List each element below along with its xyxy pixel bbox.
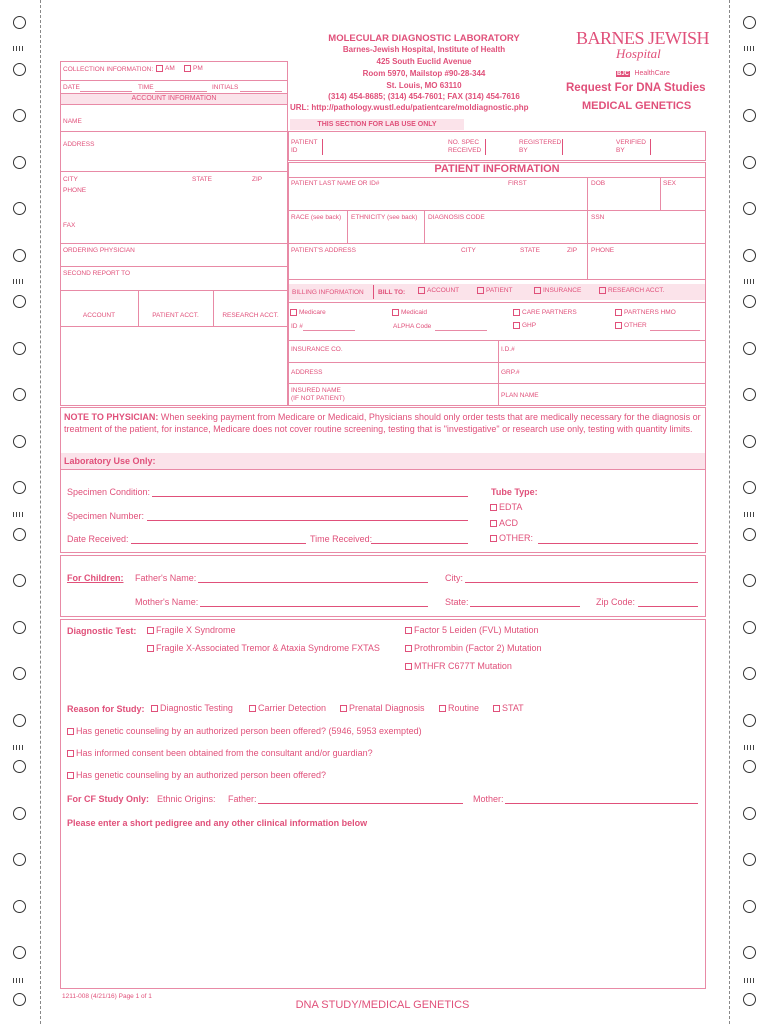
time-received-label: Time Received: bbox=[310, 534, 373, 544]
father-name-field[interactable] bbox=[198, 582, 428, 583]
note-text bbox=[64, 411, 704, 435]
account-box bbox=[60, 61, 288, 406]
cf-mother-field[interactable] bbox=[505, 803, 698, 804]
child-zip-field[interactable] bbox=[638, 606, 698, 607]
other-field[interactable] bbox=[650, 330, 700, 331]
time-label: TIME bbox=[138, 84, 154, 91]
id-number-label: ID # bbox=[291, 323, 303, 330]
patient-first-label: FIRST bbox=[508, 180, 527, 187]
prothrombin-checkbox[interactable] bbox=[405, 645, 412, 652]
cf-father-field[interactable] bbox=[258, 803, 463, 804]
date-label: DATE bbox=[63, 84, 80, 91]
account-state-label: STATE bbox=[192, 176, 212, 183]
account-city-label: CITY bbox=[63, 176, 78, 183]
ethnic-origins-label: Ethnic Origins: bbox=[157, 794, 216, 804]
mthfr-checkbox[interactable] bbox=[405, 663, 412, 670]
acd-option[interactable]: ACD bbox=[490, 518, 518, 528]
lab-use-only-bar bbox=[61, 453, 705, 469]
account-name-label: NAME bbox=[63, 118, 82, 125]
patient-address-label: PATIENT'S ADDRESS bbox=[291, 247, 356, 254]
cf-mother-label: Mother: bbox=[473, 794, 504, 804]
logo-health: HealthCare bbox=[634, 70, 670, 77]
verified-by-label: VERIFIED BY bbox=[616, 139, 646, 154]
routine-option[interactable]: Routine bbox=[439, 703, 479, 713]
medicaid-option[interactable]: Medicaid bbox=[392, 309, 427, 316]
time-received-field[interactable] bbox=[371, 543, 468, 544]
id-number-field[interactable] bbox=[303, 330, 355, 331]
medicare-option[interactable]: Medicare bbox=[290, 309, 326, 316]
stat-option[interactable]: STAT bbox=[493, 703, 524, 713]
account-zip-label: ZIP bbox=[252, 176, 263, 183]
edta-option[interactable]: EDTA bbox=[490, 502, 522, 512]
grp-label: GRP.# bbox=[501, 369, 520, 376]
patient-info-header: PATIENT INFORMATION bbox=[434, 163, 560, 175]
patient-id-label: PATIENT ID bbox=[291, 139, 318, 154]
logo-main: BARNES JEWISH bbox=[576, 28, 710, 48]
date-received-label: Date Received: bbox=[67, 534, 129, 544]
city-address: St. Louis, MO 63110 bbox=[386, 81, 462, 90]
counseling-q1[interactable]: Has genetic counseling by an authorized person been offered? (5946, 5953 exempted) bbox=[67, 726, 422, 736]
other-option[interactable]: OTHER bbox=[615, 322, 647, 329]
date-field[interactable] bbox=[80, 91, 132, 92]
request-title: Request For DNA Studies bbox=[566, 82, 706, 94]
department-title: MEDICAL GENETICS bbox=[582, 100, 692, 112]
mother-name-label: Mother's Name: bbox=[135, 597, 199, 607]
prenatal-checkbox[interactable] bbox=[340, 705, 347, 712]
mthfr-option[interactable]: MTHFR C677T Mutation bbox=[405, 661, 512, 671]
mother-name-field[interactable] bbox=[200, 606, 428, 607]
fxtas-option[interactable]: Fragile X-Associated Tremor & Ataxia Syndrome FXTAS bbox=[147, 643, 380, 653]
partners-hmo-option[interactable]: PARTNERS HMO bbox=[615, 309, 676, 316]
diagnostic-testing-checkbox[interactable] bbox=[151, 705, 158, 712]
consent-q2-checkbox[interactable] bbox=[67, 750, 74, 757]
fragile-x-option[interactable]: Fragile X Syndrome bbox=[147, 625, 236, 635]
ghp-option[interactable]: GHP bbox=[513, 322, 536, 329]
edta-checkbox[interactable] bbox=[490, 504, 497, 511]
child-state-field[interactable] bbox=[470, 606, 580, 607]
account-info-header: ACCOUNT INFORMATION bbox=[61, 94, 287, 104]
medicare-checkbox[interactable] bbox=[290, 309, 297, 316]
other-checkbox[interactable] bbox=[615, 322, 622, 329]
insured-name-label: INSURED NAME (IF NOT PATIENT) bbox=[291, 387, 345, 402]
lab-use-only-title: Laboratory Use Only: bbox=[64, 456, 156, 466]
time-field[interactable] bbox=[155, 91, 207, 92]
pm-option[interactable]: PM bbox=[184, 65, 203, 72]
patient-last-name-label: PATIENT LAST NAME OR ID# bbox=[291, 180, 380, 187]
cf-father-label: Father: bbox=[228, 794, 257, 804]
diagnostic-testing-option[interactable]: Diagnostic Testing bbox=[151, 703, 233, 713]
footer-title: DNA STUDY/MEDICAL GENETICS bbox=[295, 999, 470, 1011]
child-city-label: City: bbox=[445, 573, 463, 583]
account-phone-label: PHONE bbox=[63, 187, 87, 194]
stat-checkbox[interactable] bbox=[493, 705, 500, 712]
bill-patient-option[interactable]: PATIENT bbox=[477, 287, 512, 294]
account-address-label: ADDRESS bbox=[63, 141, 95, 148]
tube-type-label: Tube Type: bbox=[491, 487, 538, 497]
specimen-number-field[interactable] bbox=[147, 520, 468, 521]
patient-sex-label: SEX bbox=[663, 180, 677, 187]
child-state-label: State: bbox=[445, 597, 469, 607]
patient-city-label: CITY bbox=[461, 247, 476, 254]
logo-sub: Hospital bbox=[616, 46, 661, 61]
care-partners-checkbox[interactable] bbox=[513, 309, 520, 316]
note-body: When seeking payment from Medicare or Medicaid, Physicians should only order tests that are medically necessary for the diagnosis or treatment of the patient, for instance, Medicare does not cover routine screening, testing that is "investigative" or research use only, testing with quantity limits. bbox=[64, 412, 701, 434]
patient-dob-label: DOB bbox=[591, 180, 606, 187]
note-label: NOTE TO PHYSICIAN: bbox=[64, 412, 159, 422]
cf-study-label: For CF Study Only: bbox=[67, 794, 149, 804]
tube-other-field[interactable] bbox=[538, 543, 698, 544]
ethnicity-label: ETHNICITY (see back) bbox=[351, 214, 418, 221]
carrier-detection-checkbox[interactable] bbox=[249, 705, 256, 712]
ghp-checkbox[interactable] bbox=[513, 322, 520, 329]
bill-to-label: BILL TO: bbox=[378, 289, 406, 296]
tube-other-checkbox[interactable] bbox=[490, 535, 497, 542]
hospital-name: Barnes-Jewish Hospital, Institute of Health bbox=[342, 45, 506, 54]
alpha-code-field[interactable] bbox=[435, 330, 487, 331]
acd-checkbox[interactable] bbox=[490, 520, 497, 527]
patient-zip-label: ZIP bbox=[567, 247, 578, 254]
bill-patient-checkbox[interactable] bbox=[477, 287, 484, 294]
specimen-number-label: Specimen Number: bbox=[67, 511, 145, 521]
pedigree-instruction: Please enter a short pedigree and any other clinical information below bbox=[67, 818, 368, 828]
care-partners-option[interactable]: CARE PARTNERS bbox=[513, 309, 577, 316]
initials-field[interactable] bbox=[240, 91, 282, 92]
col-patient-acct: PATIENT ACCT. bbox=[152, 312, 199, 319]
street-address: 425 South Euclid Avenue bbox=[376, 57, 472, 66]
bill-insurance-checkbox[interactable] bbox=[534, 287, 541, 294]
ssn-label: SSN bbox=[591, 214, 605, 221]
hospital-logo bbox=[576, 28, 710, 78]
am-checkbox[interactable] bbox=[156, 65, 163, 72]
child-city-field[interactable] bbox=[465, 582, 698, 583]
am-option[interactable]: AM bbox=[156, 65, 175, 72]
bill-account-checkbox[interactable] bbox=[418, 287, 425, 294]
prothrombin-option[interactable]: Prothrombin (Factor 2) Mutation bbox=[405, 643, 542, 653]
account-fax-label: FAX bbox=[63, 222, 76, 229]
form-code: 1211-008 (4/21/16) Page 1 of 1 bbox=[62, 993, 152, 1000]
fragile-x-checkbox[interactable] bbox=[147, 627, 154, 634]
patient-phone-label: PHONE bbox=[591, 247, 615, 254]
registered-by-label: REGISTERED BY bbox=[519, 139, 562, 154]
left-perforation bbox=[40, 0, 41, 1024]
bill-research-checkbox[interactable] bbox=[599, 287, 606, 294]
reason-label: Reason for Study: bbox=[67, 704, 145, 714]
fxtas-checkbox[interactable] bbox=[147, 645, 154, 652]
bill-account-option[interactable]: ACCOUNT bbox=[418, 287, 459, 294]
alpha-code-label: ALPHA Code bbox=[393, 323, 432, 330]
bill-research-option[interactable]: RESEARCH ACCT. bbox=[599, 287, 664, 294]
counseling-q3[interactable]: Has genetic counseling by an authorized person been offered? bbox=[67, 770, 326, 780]
child-zip-label: Zip Code: bbox=[596, 597, 636, 607]
initials-label: INITIALS bbox=[212, 84, 239, 91]
routine-checkbox[interactable] bbox=[439, 705, 446, 712]
room-address: Room 5970, Mailstop #90-28-344 bbox=[362, 69, 486, 78]
pm-checkbox[interactable] bbox=[184, 65, 191, 72]
race-label: RACE (see back) bbox=[291, 214, 342, 221]
father-name-label: Father's Name: bbox=[135, 573, 197, 583]
counseling-q3-checkbox[interactable] bbox=[67, 772, 74, 779]
date-received-field[interactable] bbox=[131, 543, 306, 544]
lab-use-header: THIS SECTION FOR LAB USE ONLY bbox=[290, 119, 464, 130]
billing-info-label: BILLING INFORMATION bbox=[292, 289, 364, 296]
partners-hmo-checkbox[interactable] bbox=[615, 309, 622, 316]
bill-insurance-option[interactable]: INSURANCE bbox=[534, 287, 581, 294]
pedigree-area[interactable] bbox=[62, 832, 704, 986]
spec-received-label: NO. SPEC RECEIVED bbox=[448, 139, 482, 154]
second-report-label: SECOND REPORT TO bbox=[63, 270, 131, 277]
ins-address-label: ADDRESS bbox=[291, 369, 323, 376]
prenatal-option[interactable]: Prenatal Diagnosis bbox=[340, 703, 425, 713]
phone-numbers: (314) 454-8685; (314) 454-7601; FAX (314) 454-7616 bbox=[328, 92, 520, 101]
plan-name-label: PLAN NAME bbox=[501, 392, 539, 399]
children-box bbox=[60, 555, 706, 617]
logo-badge: BJC bbox=[617, 71, 630, 77]
factor5-option[interactable]: Factor 5 Leiden (FVL) Mutation bbox=[405, 625, 539, 635]
col-account: ACCOUNT bbox=[82, 312, 116, 319]
children-label: For Children: bbox=[67, 573, 124, 583]
tube-other-option[interactable]: OTHER: bbox=[490, 533, 533, 543]
lab-name: MOLECULAR DIAGNOSTIC LABORATORY bbox=[328, 33, 520, 44]
factor5-checkbox[interactable] bbox=[405, 627, 412, 634]
diagnostic-test-label: Diagnostic Test: bbox=[67, 626, 137, 636]
ordering-physician-label: ORDERING PHYSICIAN bbox=[63, 247, 135, 254]
diagnosis-code-label: DIAGNOSIS CODE bbox=[428, 214, 485, 221]
lab-url: URL: http://pathology.wustl.edu/patientcare/moldiagnostic.php bbox=[290, 103, 529, 112]
insurance-co-label: INSURANCE CO. bbox=[291, 346, 343, 353]
specimen-condition-field[interactable] bbox=[152, 496, 468, 497]
specimen-condition-label: Specimen Condition: bbox=[67, 487, 151, 497]
medicaid-checkbox[interactable] bbox=[392, 309, 399, 316]
consent-q2[interactable]: Has informed consent been obtained from the consultant and/or guardian? bbox=[67, 748, 373, 758]
counseling-q1-checkbox[interactable] bbox=[67, 728, 74, 735]
right-perforation bbox=[729, 0, 730, 1024]
ins-id-label: I.D.# bbox=[501, 346, 515, 353]
patient-state-label: STATE bbox=[520, 247, 540, 254]
col-research-acct: RESEARCH ACCT. bbox=[222, 312, 279, 319]
collection-label: COLLECTION INFORMATION: bbox=[63, 66, 154, 73]
carrier-detection-option[interactable]: Carrier Detection bbox=[249, 703, 326, 713]
